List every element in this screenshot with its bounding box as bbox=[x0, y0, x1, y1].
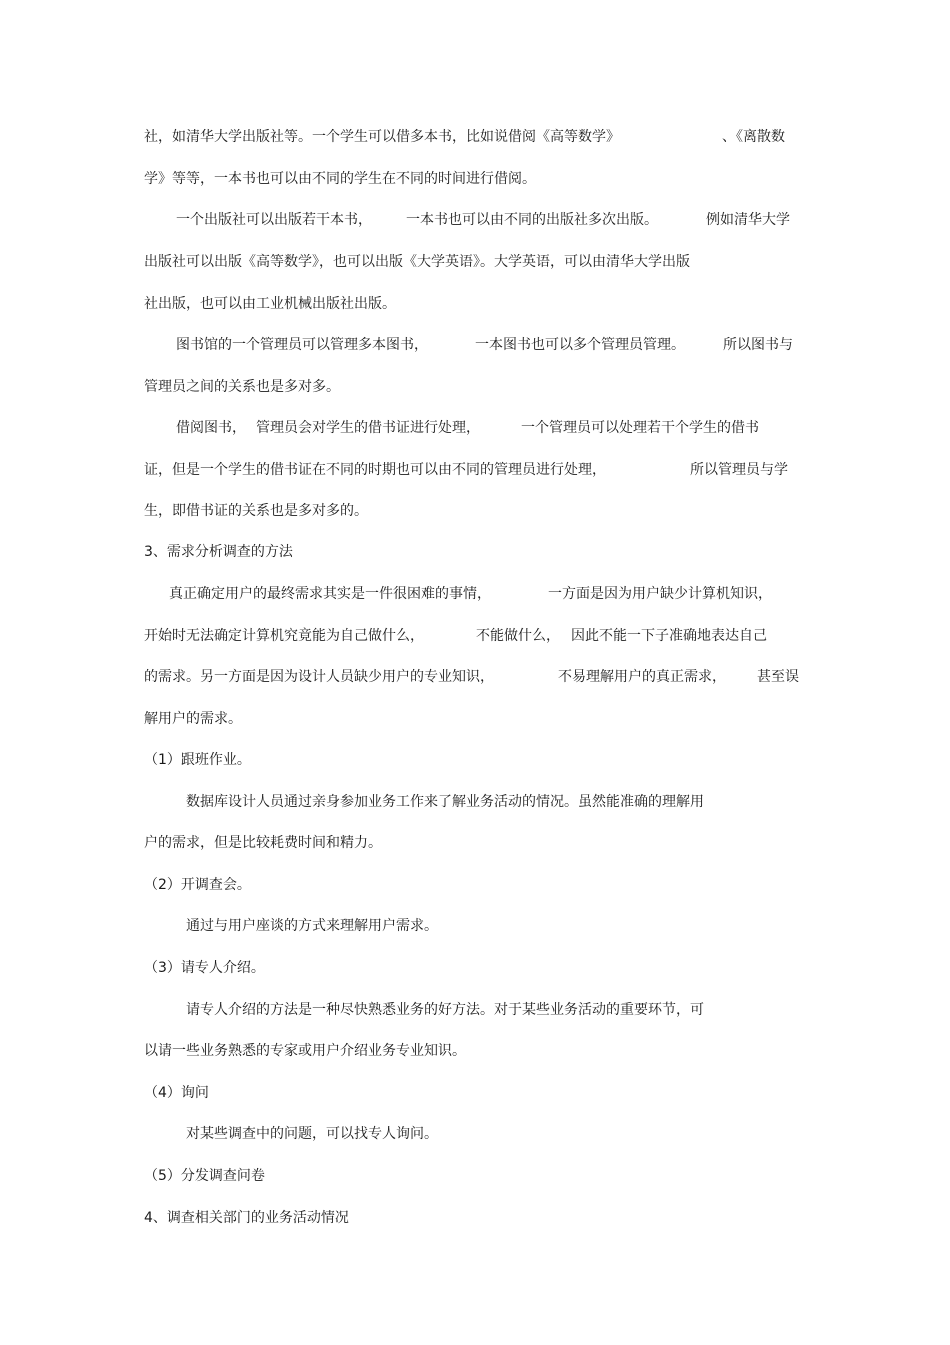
section-heading: 3、需求分析调查的方法 bbox=[144, 544, 293, 560]
text-line: 不易理解用户的真正需求， bbox=[558, 669, 726, 685]
text-line: 一方面是因为用户缺少计算机知识， bbox=[548, 586, 772, 602]
text-line: 证，但是一个学生的借书证在不同的时期也可以由不同的管理员进行处理， bbox=[144, 462, 606, 478]
list-item-heading: （3）请专人介绍。 bbox=[144, 960, 265, 976]
text-line: 真正确定用户的最终需求其实是一件很困难的事情， bbox=[169, 586, 491, 602]
text-line: 一个出版社可以出版若干本书， bbox=[176, 212, 372, 228]
list-item-heading: （4）询问 bbox=[144, 1085, 209, 1101]
text-line: 的需求。另一方面是因为设计人员缺少用户的专业知识， bbox=[144, 669, 494, 685]
text-line: 因此不能一下子准确地表达自己 bbox=[571, 628, 767, 644]
text-line: 请专人介绍的方法是一种尽快熟悉业务的好方法。对于某些业务活动的重要环节，可 bbox=[186, 1002, 704, 1018]
text-line: 学》等等，一本书也可以由不同的学生在不同的时间进行借阅。 bbox=[144, 171, 536, 187]
text-line: 出版社可以出版《高等数学》，也可以出版《大学英语》。大学英语，可以由清华大学出版 bbox=[144, 254, 690, 270]
text-line: 数据库设计人员通过亲身参加业务工作来了解业务活动的情况。虽然能准确的理解用 bbox=[186, 794, 704, 810]
text-line: 户的需求，但是比较耗费时间和精力。 bbox=[144, 835, 382, 851]
list-item-heading: （1）跟班作业。 bbox=[144, 752, 251, 768]
text-line: 不能做什么， bbox=[476, 628, 560, 644]
text-line: 所以管理员与学 bbox=[690, 462, 788, 478]
text-line: 、《离散数 bbox=[722, 129, 785, 145]
text-line: 甚至误 bbox=[757, 669, 799, 685]
text-line: 管理员之间的关系也是多对多。 bbox=[144, 379, 340, 395]
text-line: 一个管理员可以处理若干个学生的借书 bbox=[521, 420, 759, 436]
text-line: 对某些调查中的问题，可以找专人询问。 bbox=[186, 1126, 438, 1142]
text-line: 生，即借书证的关系也是多对多的。 bbox=[144, 503, 368, 519]
section-heading: 4、调查相关部门的业务活动情况 bbox=[144, 1210, 349, 1226]
text-line: 一本图书也可以多个管理员管理。 bbox=[475, 337, 685, 353]
text-line: 一本书也可以由不同的出版社多次出版。 bbox=[406, 212, 658, 228]
text-line: 以请一些业务熟悉的专家或用户介绍业务专业知识。 bbox=[144, 1043, 466, 1059]
text-line: 所以图书与 bbox=[723, 337, 793, 353]
text-line: 社出版，也可以由工业机械出版社出版。 bbox=[144, 296, 396, 312]
list-item-heading: （2）开调查会。 bbox=[144, 877, 251, 893]
text-line: 管理员会对学生的借书证进行处理， bbox=[256, 420, 480, 436]
text-line: 借阅图书， bbox=[176, 420, 246, 436]
text-line: 图书馆的一个管理员可以管理多本图书， bbox=[176, 337, 428, 353]
text-line: 例如清华大学 bbox=[706, 212, 790, 228]
text-line: 开始时无法确定计算机究竟能为自己做什么， bbox=[144, 628, 424, 644]
list-item-heading: （5）分发调查问卷 bbox=[144, 1168, 265, 1184]
text-line: 解用户的需求。 bbox=[144, 711, 242, 727]
text-line: 社，如清华大学出版社等。一个学生可以借多本书，比如说借阅《高等数学》 bbox=[144, 129, 620, 145]
text-line: 通过与用户座谈的方式来理解用户需求。 bbox=[186, 918, 438, 934]
